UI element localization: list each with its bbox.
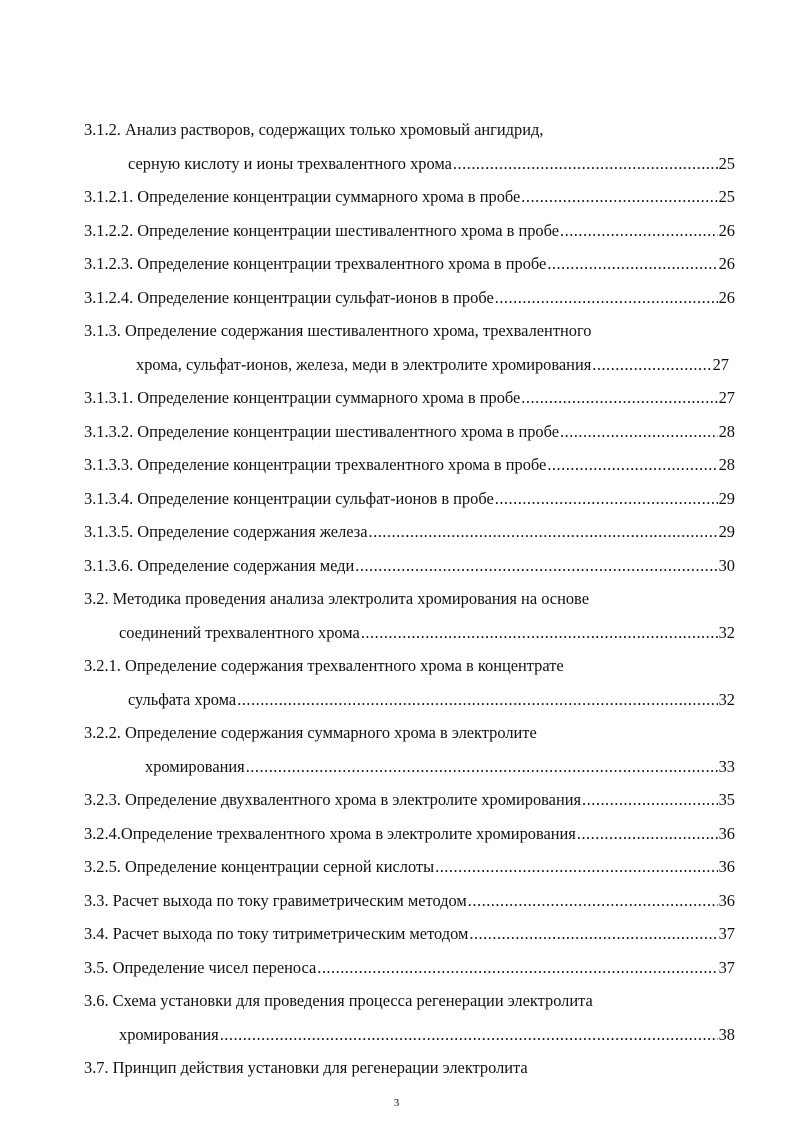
toc-entry-page: 26 <box>718 287 735 307</box>
toc-entry-title: 3.1.3.5. Определение содержания железа <box>84 522 368 541</box>
toc-entry-page: 33 <box>718 756 735 776</box>
toc-leader-dots <box>361 616 718 650</box>
toc-entry-title: 3.1.2. Анализ растворов, содержащих только хромовый ангидрид, <box>84 120 544 139</box>
toc-leader-dots <box>577 817 718 851</box>
toc-entry-title: 3.1.3.3. Определение концентрации трехвалентного хрома в пробе <box>84 455 547 474</box>
toc-entry-3-1-2-1[interactable] <box>0 180 793 214</box>
toc-entry-page: 26 <box>718 254 735 273</box>
toc-entry-3-1-3-cont[interactable] <box>0 348 793 382</box>
toc-entry-title: 3.4. Расчет выхода по току титриметрическим методом <box>84 924 469 943</box>
toc-entry-title: 3.2.4.Определение трехвалентного хрома в электролите хромирования <box>84 823 576 843</box>
toc-entry-3-1-2-4[interactable] <box>0 281 793 315</box>
toc-entry-3-7[interactable] <box>0 1051 793 1085</box>
toc-entry-3-4[interactable] <box>0 917 793 951</box>
toc-leader-dots <box>560 214 718 248</box>
toc-entry-page: 36 <box>718 823 735 843</box>
toc-entry-page: 28 <box>718 421 735 441</box>
toc-entry-page: 28 <box>718 455 735 474</box>
toc-entry-title: 3.1.3.4. Определение концентрации сульфат-ионов в пробе <box>84 488 494 508</box>
toc-entry-title: 3.2.3. Определение двухвалентного хрома в электролите хромирования <box>84 790 582 809</box>
toc-entry-3-1-3-5[interactable] <box>0 515 793 549</box>
toc-entry-page: 29 <box>718 488 735 508</box>
toc-entry-3-2-cont[interactable] <box>0 616 793 650</box>
toc-leader-dots <box>495 482 718 516</box>
toc-entry-title: 3.5. Определение чисел переноса <box>84 957 317 977</box>
toc-entry-page: 36 <box>718 857 735 876</box>
toc-entry-3-2-2-cont[interactable] <box>0 750 793 784</box>
page-number: 3 <box>393 1097 400 1109</box>
toc-entry-3-1-3[interactable] <box>0 314 793 348</box>
toc-leader-dots <box>582 783 718 817</box>
toc-entry-3-1-3-3[interactable] <box>0 448 793 482</box>
toc-leader-dots <box>435 850 718 884</box>
toc-leader-dots <box>246 750 718 784</box>
toc-entry-3-1-2-cont[interactable] <box>0 147 793 181</box>
toc-entry-3-1-3-1[interactable] <box>0 381 793 415</box>
toc-entry-page: 29 <box>718 522 735 541</box>
toc-entry-title: 3.2.5. Определение концентрации серной кислоты <box>84 857 435 876</box>
toc-entry-title: 3.2. Методика проведения анализа электролита хромирования на основе <box>84 589 589 608</box>
toc-entry-3-1-2-2[interactable] <box>0 214 793 248</box>
toc-entry-title: 3.2.2. Определение содержания суммарного хрома в электролите <box>84 723 537 742</box>
toc-entry-title: 3.7. Принцип действия установки для регенерации электролита <box>84 1058 528 1077</box>
toc-entry-title: 3.1.3. Определение содержания шестивалентного хрома, трехвалентного <box>84 321 592 340</box>
toc-leader-dots <box>521 381 717 415</box>
toc-entry-title: 3.1.3.6. Определение содержания меди <box>84 555 355 575</box>
toc-entry-3-2-2[interactable] <box>0 716 793 750</box>
toc-entry-3-1-2[interactable] <box>0 113 793 147</box>
toc-entry-3-2-4[interactable] <box>0 817 793 851</box>
toc-entry-title: соединений трехвалентного хрома <box>119 622 360 642</box>
toc-entry-3-2-1[interactable] <box>0 649 793 683</box>
toc-entry-title: хромирования <box>145 756 245 776</box>
toc-entry-page: 30 <box>718 555 735 575</box>
toc-entry-page: 32 <box>718 622 735 642</box>
toc-entry-title: 3.1.3.1. Определение концентрации суммарного хрома в пробе <box>84 388 521 407</box>
toc-entry-title: хрома, сульфат-ионов, железа, меди в электролите хромирования <box>136 354 592 374</box>
toc-entry-title: 3.1.2.2. Определение концентрации шестивалентного хрома в пробе <box>84 220 559 240</box>
toc-entry-3-1-3-2[interactable] <box>0 415 793 449</box>
toc-entry-page: 27 <box>718 388 735 407</box>
toc-leader-dots <box>547 448 717 482</box>
toc-entry-3-6[interactable] <box>0 984 793 1018</box>
toc-entry-title: хромирования <box>119 1024 219 1044</box>
toc-leader-dots <box>521 180 717 214</box>
toc-entry-title: 3.6. Схема установки для проведения процесса регенерации электролита <box>84 991 593 1010</box>
toc-entry-page: 26 <box>718 220 735 240</box>
toc-leader-dots <box>369 515 718 549</box>
toc-leader-dots <box>468 884 718 918</box>
toc-entry-title: 3.1.2.3. Определение концентрации трехвалентного хрома в пробе <box>84 254 547 273</box>
toc-entry-page: 35 <box>718 790 735 809</box>
toc-entry-page: 32 <box>718 689 735 709</box>
toc-entry-3-3[interactable] <box>0 884 793 918</box>
toc-entry-page: 37 <box>718 924 735 943</box>
toc-entry-3-1-3-4[interactable] <box>0 482 793 516</box>
toc-leader-dots <box>495 281 718 315</box>
toc-entry-3-6-cont[interactable] <box>0 1018 793 1052</box>
toc-entry-page: 36 <box>718 890 735 910</box>
toc-leader-dots <box>237 683 717 717</box>
toc-leader-dots <box>560 415 718 449</box>
toc-leader-dots <box>355 549 717 583</box>
toc-entry-3-1-3-6[interactable] <box>0 549 793 583</box>
toc-entry-page: 27 <box>712 354 729 374</box>
toc-entry-page: 38 <box>718 1024 735 1044</box>
toc-entry-3-2[interactable] <box>0 582 793 616</box>
toc-entry-3-5[interactable] <box>0 951 793 985</box>
toc-entry-3-2-1-cont[interactable] <box>0 683 793 717</box>
toc-leader-dots <box>592 348 711 382</box>
toc-leader-dots <box>453 147 718 181</box>
toc-entry-title: 3.1.3.2. Определение концентрации шестивалентного хрома в пробе <box>84 421 559 441</box>
toc-entry-page: 37 <box>718 957 735 977</box>
toc-entry-title: 3.1.2.1. Определение концентрации суммарного хрома в пробе <box>84 187 521 206</box>
toc-leader-dots <box>469 917 717 951</box>
toc-entry-title: серную кислоту и ионы трехвалентного хрома <box>128 153 452 173</box>
toc-entry-title: 3.1.2.4. Определение концентрации сульфат-ионов в пробе <box>84 287 494 307</box>
toc-entry-3-1-2-3[interactable] <box>0 247 793 281</box>
toc-entry-3-2-5[interactable] <box>0 850 793 884</box>
table-of-contents <box>0 113 793 1085</box>
toc-entry-page: 25 <box>718 153 735 173</box>
toc-entry-title: сульфата хрома <box>128 689 237 709</box>
toc-entry-title: 3.3. Расчет выхода по току гравиметрическим методом <box>84 890 467 910</box>
toc-entry-page: 25 <box>718 187 735 206</box>
toc-entry-title: 3.2.1. Определение содержания трехвалентного хрома в концентрате <box>84 656 564 675</box>
toc-entry-3-2-3[interactable] <box>0 783 793 817</box>
toc-leader-dots <box>220 1018 718 1052</box>
toc-leader-dots <box>317 951 717 985</box>
toc-leader-dots <box>547 247 717 281</box>
